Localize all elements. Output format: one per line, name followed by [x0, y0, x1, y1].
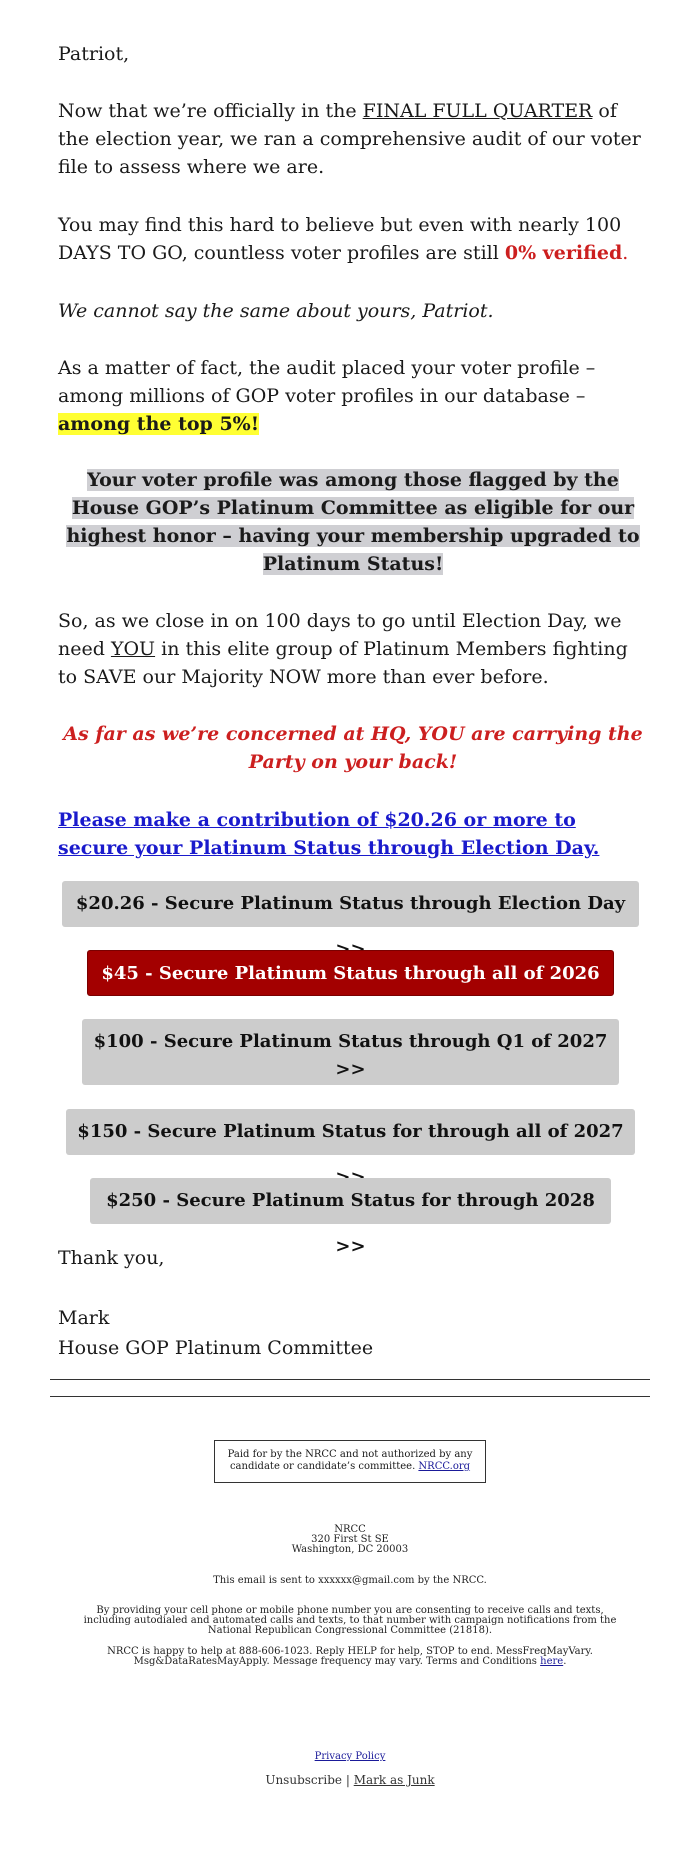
paragraph-election-day [58, 607, 648, 691]
text-segment: So, as we close in on 100 days to go until Election Day, we need [58, 610, 622, 660]
paragraph-audit [58, 354, 648, 438]
sent-to-notice: This email is sent to xxxxxx@gmail.com by the NRCC. [213, 1575, 487, 1586]
address-line: 320 First St SE [311, 1534, 389, 1545]
contribution-link[interactable]: Please make a contribution of $20.26 or more to secure your Platinum Status through Election Day. [58, 809, 600, 859]
flagged-notice-text: Your voter profile was among those flagged by the House GOP’s Platinum Committee as eligible for our highest honor – having your membership upgraded to Platinum Status! [66, 469, 640, 575]
you-emphasis: YOU [110, 638, 156, 660]
address-line: Washington, DC 20003 [291, 1544, 409, 1555]
privacy-policy-link[interactable]: Privacy Policy [314, 1751, 386, 1762]
paragraph-about-yours: We cannot say the same about yours, Patriot. [58, 300, 494, 322]
closing: Thank you, [58, 1247, 165, 1269]
text-segment: . [622, 242, 629, 264]
text-segment: You may find this hard to believe but even with nearly 100 DAYS TO GO, countless voter profiles are still [58, 214, 622, 264]
top-five-highlight: among the top 5%! [58, 413, 260, 435]
zero-verified-emphasis: 0% verified [504, 242, 623, 264]
divider [50, 1396, 650, 1397]
help-text: NRCC is happy to help at 888-606-1023. Reply HELP for help, STOP to end. MessFreqMayVary. Msg&DataRatesMayApply. Message frequency may vary. Terms and Conditions [107, 1646, 593, 1667]
donate-100-button[interactable]: $100 - Secure Platinum Status through Q1 of 2027 >> [82, 1019, 619, 1085]
text-segment: Now that we’re officially in the [58, 100, 363, 122]
greeting: Patriot, [58, 43, 130, 65]
text-segment: . [563, 1656, 567, 1667]
signature-title: House GOP Platinum Committee [58, 1337, 374, 1359]
donate-45-button[interactable]: $45 - Secure Platinum Status through all of 2026 [87, 950, 614, 996]
donate-250-button[interactable]: $250 - Secure Platinum Status for through 2028 >> [90, 1178, 611, 1224]
help-notice [80, 1647, 620, 1667]
mark-as-junk-link[interactable]: Mark as Junk [353, 1773, 435, 1787]
nrcc-link[interactable]: NRCC.org [418, 1461, 471, 1472]
paid-for-box [214, 1440, 486, 1483]
flagged-notice [58, 466, 648, 578]
separator: | [345, 1773, 350, 1787]
unsubscribe-link[interactable]: Unsubscribe [265, 1773, 342, 1787]
sms-consent-notice: By providing your cell phone or mobile phone number you are consenting to receive calls and texts, including autodialed and automated calls and texts, to that number with campaign notifications from the National Republican Congressional Committee (21818). [83, 1605, 617, 1636]
final-quarter-emphasis: FINAL FULL QUARTER [362, 100, 593, 122]
text-segment: in this elite group of Platinum Members fighting to SAVE our Majority NOW more than ever before. [58, 638, 628, 688]
signature-name: Mark [58, 1307, 110, 1329]
paragraph-verified [58, 211, 648, 267]
divider [50, 1379, 650, 1380]
mailing-address [80, 1525, 620, 1555]
hq-quote: As far as we’re concerned at HQ, YOU are carrying the Party on your back! [63, 723, 643, 773]
terms-link[interactable]: here [540, 1656, 564, 1667]
privacy-row [80, 1752, 620, 1762]
donate-20-button[interactable]: $20.26 - Secure Platinum Status through Election Day [62, 881, 639, 927]
unsubscribe-row [80, 1773, 620, 1787]
paid-for-text: Paid for by the NRCC and not authorized by any candidate or candidate’s committee. [227, 1449, 473, 1472]
text-segment: of the election year, we ran a comprehensive audit of our voter file to assess where we are. [58, 100, 641, 178]
address-line: NRCC [334, 1524, 366, 1535]
paragraph-final-quarter [58, 97, 648, 181]
text-segment: As a matter of fact, the audit placed your voter profile – among millions of GOP voter profiles in our database – [58, 357, 596, 407]
donate-150-button[interactable]: $150 - Secure Platinum Status for through all of 2027 [66, 1109, 635, 1155]
